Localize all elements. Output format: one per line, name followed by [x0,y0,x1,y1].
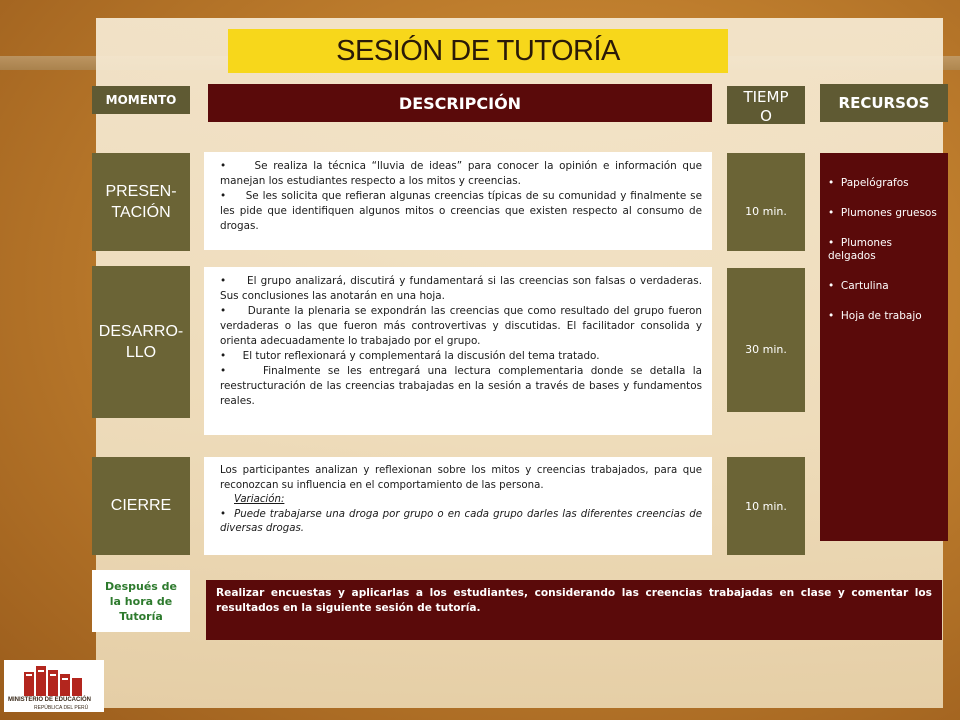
moment-cierre-label: CIERRE [110,497,172,514]
recurso-item: • Hoja de trabajo [828,310,922,322]
header-momento [92,86,190,114]
list-item-text: El grupo analizará, discutirá y fundamentará si las creencias son falsas o verdaderas. Sus conclusiones las anotarán en una hoja. [220,275,702,302]
header-recursos [820,84,948,122]
ministry-logo [4,660,104,712]
recurso-item: • Papelógrafos [828,177,909,189]
moment-cierre [92,457,190,555]
list-item-text: El tutor reflexionará y complementará la discusión del tema tratado. [242,350,600,362]
description-presentacion [204,152,712,250]
time-presentacion-value: 10 min. [745,204,787,218]
list-item: • Se realiza la técnica “lluvia de ideas” para conocer la opinión e información que manejan los estudiantes respecto a los mitos y creencias. [220,160,702,187]
despues-label: Después de la hora de Tutoría [104,579,177,623]
list-item-text: Se les solicita que refieran algunas creencias típicas de su comunidad y finalmente se les pide que identifiquen algunos mitos o creencias que existen respecto al consumo de drogas. [220,190,702,232]
despues-label-box [92,570,190,632]
recurso-item-text: Cartulina [840,280,889,292]
time-desarrollo-value: 30 min. [745,342,787,356]
moment-desarrollo [92,266,190,418]
time-presentacion [727,153,805,251]
time-desarrollo [727,268,805,412]
header-descripcion-label: DESCRIPCIÓN [398,93,522,113]
recurso-item: • Cartulina [828,280,889,292]
moment-presentacion-label: PRESEN- TACIÓN [105,183,177,221]
description-desarrollo [204,267,712,435]
header-tiempo-label: TIEMP O [743,88,789,124]
title-banner [228,29,728,73]
list-item: • Durante la plenaria se expondrán las creencias que como resultado del grupo fueron verdaderas o las que fueron más controvertivas y discutidas. El facilitador consolida y orienta adecuadamente lo trabajado por el grupo. [220,305,702,347]
recurso-item-text: Hoja de trabajo [840,310,922,322]
moment-desarrollo-label: DESARRO- LLO [98,323,184,361]
recurso-item: • Plumones gruesos [828,207,937,219]
variacion-label-line [220,493,702,508]
variacion-label: Variación: [234,494,285,505]
list-item: • Se les solicita que refieran algunas creencias típicas de su comunidad y finalmente se les pide que identifiquen algunos mitos o creencias que existen respecto al consumo de drogas. [220,190,702,232]
logo-line1: MINISTERIO DE EDUCACIÓN [8,697,92,703]
logo-line2: REPÚBLICA DEL PERÚ [34,705,89,711]
despues-description [206,580,942,640]
header-momento-label: MOMENTO [105,93,177,107]
header-recursos-label: RECURSOS [838,94,930,112]
list-item-text: Finalmente se les entregará una lectura complementaria donde se detalla la reestructuración de las creencias trabajadas en la sesión a través de bases y fundamentos reales. [220,365,702,407]
despues-text: Realizar encuestas y aplicarlas a los estudiantes, considerando las creencias trabajadas en clase y comentar los resultados en la siguiente sesión de tutoría. [216,587,932,614]
time-cierre-value: 10 min. [745,499,787,513]
recurso-item-text: Plumones delgados [828,237,893,262]
page-title: SESIÓN DE TUTORÍA [336,34,620,67]
header-tiempo [727,86,805,124]
header-descripcion [208,84,712,122]
list-item: • Finalmente se les entregará una lectura complementaria donde se detalla la reestructuración de las creencias trabajadas en la sesión a través de bases y fundamentos reales. [220,365,702,407]
cierre-text: Los participantes analizan y reflexionan sobre los mitos y creencias trabajados, para que reconozcan su influencia en el comportamiento de las persona. [220,465,702,491]
list-item: • El grupo analizará, discutirá y fundamentará si las creencias son falsas o verdaderas. Sus conclusiones las anotarán en una hoja. [220,275,702,302]
list-item: • El tutor reflexionará y complementará la discusión del tema tratado. [220,350,600,362]
description-cierre [204,457,712,555]
list-item-text: Durante la plenaria se expondrán las creencias que como resultado del grupo fueron verdaderas o las que fueron más controvertivas y discutidas. El facilitador consolida y orienta adecuadamente lo trabajado por el grupo. [220,305,702,347]
list-item: • Puede trabajarse una droga por grupo o en cada grupo darles las diferentes creencias de diversas drogas. [220,508,702,534]
recursos-panel [820,153,948,541]
moment-presentacion [92,153,190,251]
time-cierre [727,457,805,555]
list-item-text: Puede trabajarse una droga por grupo o en cada grupo darles las diferentes creencias de diversas drogas. [220,508,702,534]
recurso-item: • Plumones delgados [828,237,893,262]
list-item-text: Se realiza la técnica “lluvia de ideas” para conocer la opinión e información que manejan los estudiantes respecto a los mitos y creencias. [220,160,702,187]
recurso-item-text: Papelógrafos [840,177,909,189]
recurso-item-text: Plumones gruesos [840,207,937,219]
